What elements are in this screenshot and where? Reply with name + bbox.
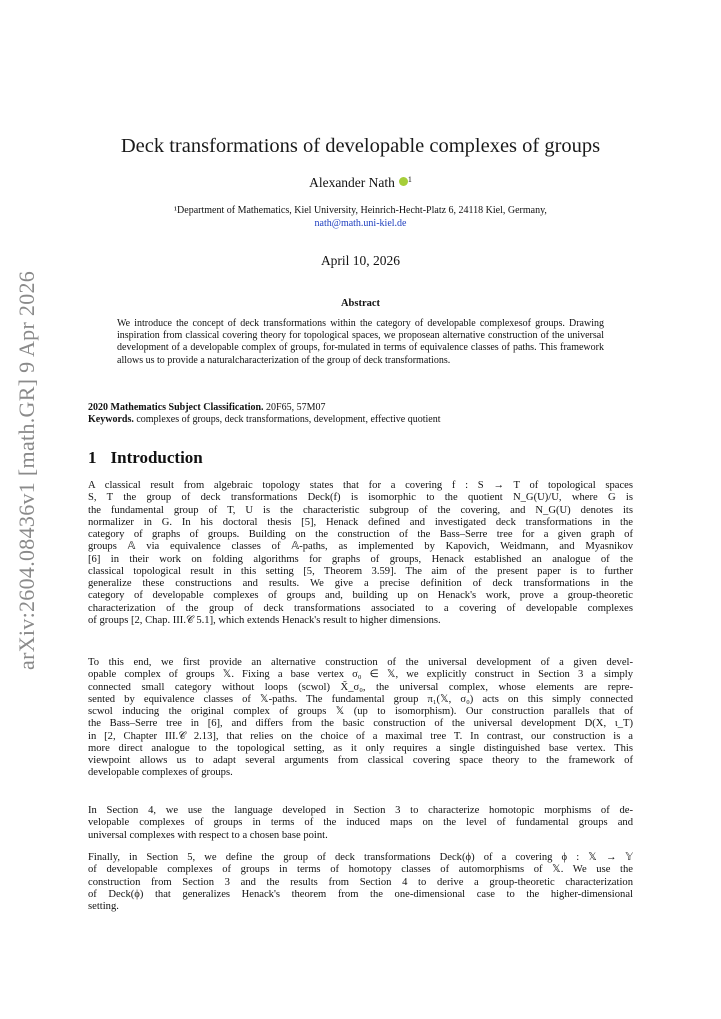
- abstract-line: an alternative construction of the universal development of a developable complex of groups, for-: [117, 330, 604, 354]
- paragraph-1: [88, 480, 633, 627]
- author-superscript: 1: [407, 175, 412, 184]
- paragraph-line: Finally, in Section 5, we define the group of deck transformations Deck(ϕ) of a covering ϕ : 𝕏 → 𝕐: [88, 852, 633, 863]
- paragraph-line: the fundamental group of T, U is the characteristic subgroup of the covering, and N_G(U) denotes its: [88, 504, 633, 516]
- paragraph-line: construction from Section 3 and the results from Section 4 to derive a group-theoretic characterization: [88, 876, 633, 888]
- paragraph-2: [88, 657, 633, 780]
- keywords-value: complexes of groups, deck transformations, development, effective quotient: [133, 414, 441, 426]
- msc-label: 2020 Mathematics Subject Classification.: [88, 402, 264, 413]
- keywords-label: Keywords.: [88, 414, 134, 426]
- paragraph-line: viewpoint allows us to adapt several arguments from classical covering space theory to the framework of: [88, 755, 633, 766]
- classification-block: [88, 402, 633, 426]
- abstract-body: [117, 318, 604, 367]
- paragraph-line: sented by equivalence classes of 𝕏-paths. The fundamental group π₁(𝕏, σ₀) acts on this simply connected: [88, 693, 633, 705]
- paragraph-line: classical topological result in this setting [5, Theorem 3.59]. The aim of the present paper is to further: [88, 565, 633, 577]
- abstract-heading: Abstract: [340, 298, 381, 309]
- paragraph-line: in [2, Chapter III.𝒞 2.13], that relies on the choice of a maximal tree T. In contrast, our construction is a: [88, 730, 633, 742]
- paragraph-line: A classical result from algebraic topology states that for a covering f : S → T of topological spaces: [88, 480, 633, 491]
- paragraph-line: generalize these constructions and results. We give a precise definition of deck transformations in the: [88, 578, 633, 589]
- paragraph-line: normalizer in G. In his doctoral thesis [5], Henack defined and investigated deck transformations in the: [88, 516, 633, 528]
- author-name: Alexander Nath: [309, 175, 395, 190]
- author-email-link[interactable]: nath@math.uni-kiel.de: [314, 217, 407, 229]
- section-title: Introduction: [110, 448, 203, 467]
- abstract-line: mulated in terms of equivalence classes of paths. This framework allows us to provide a natural: [117, 342, 604, 366]
- arxiv-stamp: arXiv:2604.08436v1 [math.GR] 9 Apr 2026: [14, 270, 39, 670]
- affiliation-address: ¹Department of Mathematics, Kiel University, Heinrich-Hecht-Platz 6, 24118 Kiel, Germany,: [174, 205, 547, 216]
- orcid-icon[interactable]: [399, 177, 408, 186]
- paragraph-4: [88, 852, 633, 913]
- paragraph-line: S, T the group of deck transformations Deck(f) is isomorphic to the quotient N_G(U)/U, where G is: [88, 492, 633, 504]
- paragraph-line: of groups [2, Chap. III.𝒞 5.1], which extends Henack's result to higher dimensions.: [88, 614, 441, 626]
- paragraph-line: of developable complexes of groups in terms of homotopy classes of automorphisms of 𝕏. We use the: [88, 864, 633, 876]
- section-number: 1: [88, 448, 97, 467]
- paragraph-line: To this end, we first provide an alternative construction of the universal development of a given devel-: [88, 657, 633, 668]
- paragraph-line: In Section 4, we use the language developed in Section 3 to characterize homotopic morphisms of de-: [88, 805, 633, 816]
- author-line: [0, 175, 721, 191]
- msc-value: 20F65, 57M07: [263, 402, 326, 413]
- paragraph-line: of Deck(ϕ) that generalizes Henack's theorem from the one-dimensional case to the higher-dimensional: [88, 888, 633, 900]
- paragraph-line: universal complexes with respect to a chosen base point.: [88, 829, 328, 841]
- abstract-line: characterization of the group of deck transformations.: [235, 354, 451, 366]
- paragraph-line: connected small category without loops (scwol) X̃_σ₀, the universal complex, whose elements are repre-: [88, 681, 633, 693]
- paper-date: April 10, 2026: [320, 253, 401, 268]
- section-heading: [88, 448, 203, 468]
- paragraph-line: opable complex of groups 𝕏. Fixing a base vertex σ₀ ∈ 𝕏, we explicitly construct in Section 3 a simply: [88, 669, 633, 681]
- paragraph-line: characterization of the group of deck transformations associated to a covering of developable complexes: [88, 602, 633, 614]
- paragraph-line: category of graphs of groups. Building on the construction of the Bass–Serre tree for a given graph of: [88, 529, 633, 540]
- abstract-line: We introduce the concept of deck transformations within the category of developable complexes: [117, 318, 523, 329]
- paragraph-line: setting.: [88, 901, 119, 912]
- msc-line: [88, 402, 633, 414]
- paragraph-line: [6] in their work on folding algorithms for graphs of groups, Henack established an analogue of the: [88, 553, 633, 565]
- paragraph-line: the Bass–Serre tree in [6], and differs from the basic construction of the universal development D(X, ι_T): [88, 718, 633, 730]
- paragraph-line: more direct analogue to the topological setting, as it only requires a single distinguished base vertex. This: [88, 742, 633, 754]
- paragraph-line: velopable complexes of groups in terms of the induced maps on the level of fundamental groups and: [88, 817, 633, 829]
- paragraph-3: [88, 805, 633, 842]
- keywords-line: [88, 414, 633, 426]
- paper-title: Deck transformations of developable complexes of groups: [120, 135, 601, 157]
- affiliation: [0, 205, 721, 230]
- paragraph-line: developable complexes of groups.: [88, 767, 233, 779]
- paragraph-line: scwol inducing the original complex of groups 𝕏 (up to isomorphism). Our construction parallels that of: [88, 706, 633, 717]
- paragraph-line: category of developable complexes of groups and, building up on Henack's work, prove a group-theoretic: [88, 590, 633, 602]
- abstract-line: of groups. Drawing inspiration from classical covering theory for topological spaces, we propose: [117, 318, 604, 342]
- paragraph-line: groups 𝔸 via equivalence classes of 𝔸-paths, as implemented by Kapovich, Weidmann, and Myasnikov: [88, 541, 633, 553]
